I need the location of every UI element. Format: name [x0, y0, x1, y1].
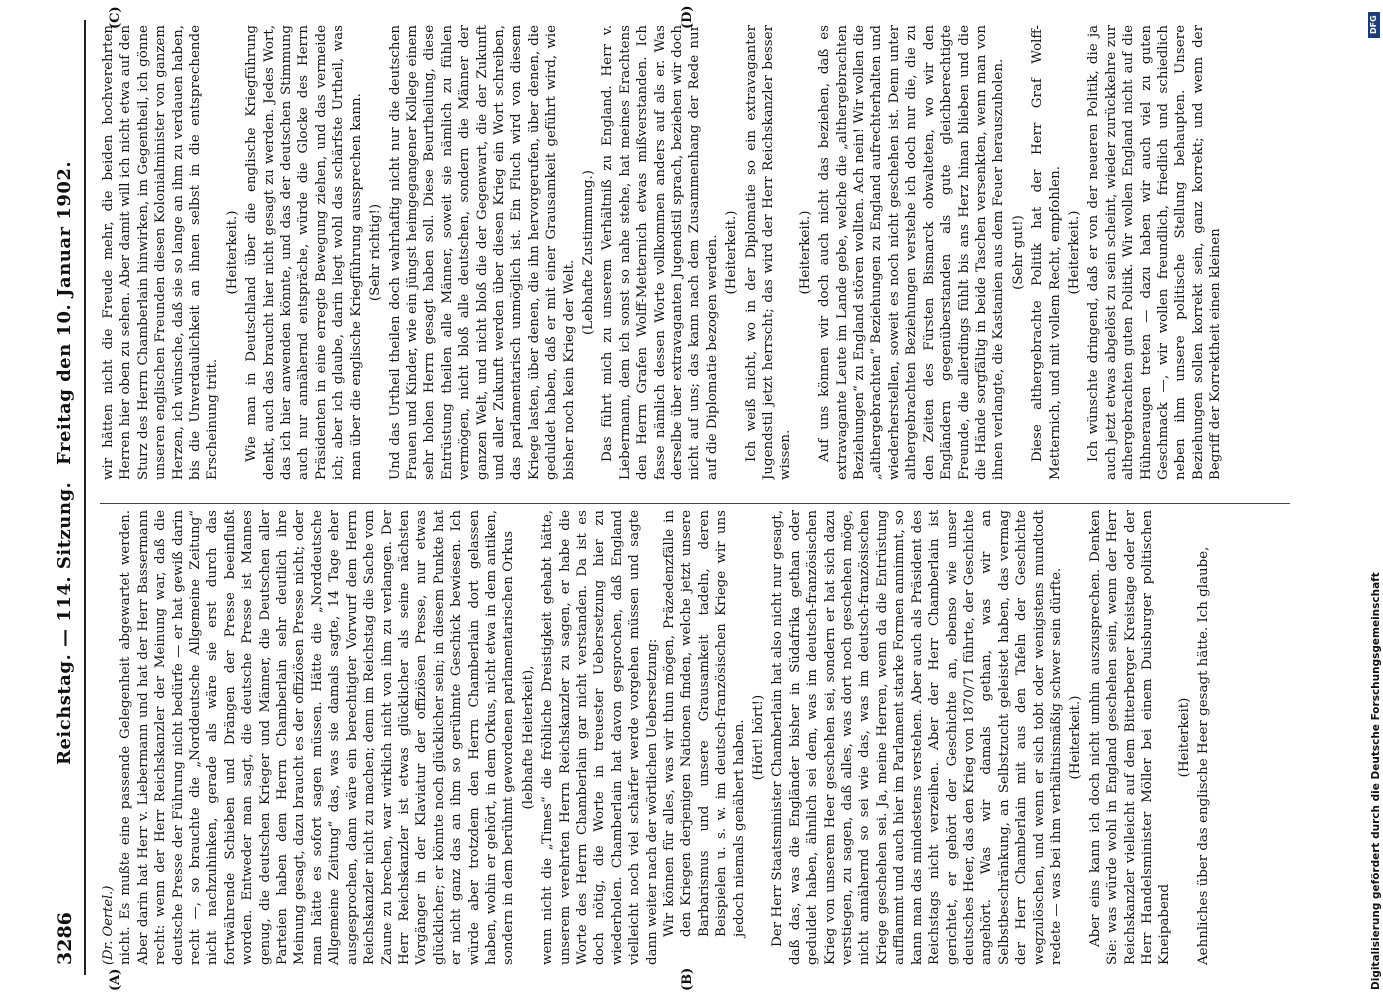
interjection: (Heiterkeit.): [1068, 695, 1084, 780]
rotated-page-content: [40, 5, 1330, 995]
digitization-credit: Digitalisierung gefördert durch die Deutsche Forschungsgemeinschaft: [1370, 572, 1382, 990]
session-title: Reichstag. — 114. Sitzung.: [54, 481, 75, 765]
paragraph: Diese althergebrachte Politik hat der Herr Graf Wolff-Metternich, und mit vollem Recht, empfohlen.: [1030, 25, 1063, 480]
left-column: [100, 510, 1300, 965]
page-number: 3286: [54, 912, 76, 965]
margin-marker-c: (C): [108, 6, 123, 29]
right-column: [100, 25, 1300, 480]
interjection: (Hört! hört!): [751, 694, 767, 781]
interjection: (Sehr richtig!): [368, 203, 384, 302]
interjection: (Lebhafte Zustimmung.): [580, 170, 596, 335]
paragraph: Auf uns können wir doch auch nicht das beziehen, daß es extravagante Leute im Lande gebe, welche die „althergebrachten Beziehungen“ zu England stören wollten. Ach nein! Wir wollen die „althergebrachten“ Beziehungen zu England aufrechterhalten und wiederherstellen, soweit es noch nicht geschehen ist. Denn unter althergebrachten Beziehungen verstehe ich doch nur die, die zu den Zeiten des Fürsten Bismarck obwalteten, wo wir den Engländern gegenüberstanden als gute gleichberechtigte Freunde, die allerdings fühlt bis ans Herz hinan blieben und die die Hände sorgfältig in beide Taschen versenkten, wenn man von ihnen verlangte, die Kastanien aus dem Feuer herauszuholen.: [817, 25, 1007, 480]
paragraph: Wie man in Deutschland über die englische Kriegführung denkt, auch das braucht hier nicht gesagt zu werden. Jedes Wort, das ich hier anwenden könnte, und das der deutschen Stimmung auch nur annähernd entspräche, würde die Glocke des Herrn Präsidenten in eine erregte Bewegung ziehen, und das vermeide ich; aber ich glaube, darin liegt wohl das schärfste Urtheil, was man über die englische Kriegführung aussprechen kann.: [244, 25, 364, 480]
header-rule: [84, 20, 86, 975]
paragraph: wenn nicht die „Times“ die fröhliche Dreistigkeit gehabt hätte, unserem verehrten Herrn Reichskanzler zu sagen, er habe die Worte des Herrn Chamberlain gar nicht verstanden. Da ist es doch nötig, die Worte in treuester Uebersetzung hier zu wiederholen. Chamberlain hat davon gesprochen, daß England vielleicht noch viel schärfer werde vorgehen müssen und sagte dann weiter nach der wörtlichen Uebersetzung:: [540, 510, 660, 965]
session-date: Freitag den 10. Januar 1902.: [54, 160, 75, 465]
interjection: (Heiterkeit): [1176, 697, 1192, 778]
interjection: (Sehr gut!): [1010, 215, 1026, 290]
paragraph: Aber eins kann ich doch nicht umhin auszusprechen. Denken Sie: was würde wohl in England geschehen sein, wenn der Herr Reichskanzler vielleicht auf dem Bitterberger Kreistage oder der Herr Handelsminister Möller bei einem Duisburger politischen Kneipabend: [1087, 510, 1173, 965]
margin-marker-a: (A): [108, 968, 123, 991]
speaker-label: (Dr. Oertel.): [101, 885, 116, 965]
interjection: (Heiterkeit.): [724, 210, 740, 295]
paragraph: Das führt mich zu unserem Verhältniß zu England. Herr v. Liebermann, dem ich sonst so nahe stehe, hat meines Erachtens den Herrn Grafen Wolff-Metternich etwas mißverstanden. Ich fasse nämlich dessen Worte vollkommen anders auf als er. Was derselbe über extravaganten Jugendstil sprach, beziehen wir doch nicht auf uns; das kann nach dem Zusammenhang der Rede nur auf die Diplomatie bezogen werden.: [600, 25, 720, 480]
interjection: (lebhafte Heiterkeit),: [520, 665, 536, 810]
quotation: Wir können für alles, was wir thun mögen, Präzedenzfälle in den Kriegen derjenigen Nationen finden, welche jetzt unsere Barbarismus und unsere Grausamkeit tadeln, deren Beispielen u. s. w. im deutsch-französischen Kriege wir uns jedoch niemals genähert haben.: [662, 510, 747, 937]
margin-marker-b: (B): [680, 967, 695, 991]
paragraph: Ich weiß nicht, wo in der Diplomatie so ein extravaganter Jugendstil jetzt herrscht; das wird der Herr Reichskanzler besser wissen.: [743, 25, 794, 480]
paragraph: Ich wünschte dringend, daß er von der neueren Politik, die ja auch jetzt etwas abgelöst zu sein scheint, wieder zurückkehre zur althergebrachten guten Politik. Wir wollen England nicht auf die Hühneraugen treten — dazu haben wir auch viel zu guten Geschmack —, wir wollen freundlich, friedlich und schiedlich neben ihm unsere politische Stellung behaupten. Unsere Beziehungen sollen korrekt sein, ganz korrekt; und wenn der Begriff der Korrektheit einen kleinen: [1086, 25, 1224, 480]
paragraph: Aehnliches über das englische Heer gesagt hätte. Ich glaube,: [1196, 546, 1212, 965]
interjection: (Heiterkeit.): [224, 210, 240, 295]
dfg-logo: DFG: [1368, 12, 1380, 38]
page-header: [40, 5, 86, 995]
paragraph: Und das Urtheil theilen doch wahrhaftig nicht nur die deutschen Frauen und Kinder, wie ein jüngst heimgegangener Kollege einem sehr hohen Herrn gesagt haben soll. Diese Beurtheilung, diese Entrüstung theilen alle Männer, soweit sie nämlich zu fühlen vermögen, nicht bloß alle deutschen, sondern die Männer der ganzen Welt, und nicht bloß die der Gegenwart, die der Zukunft und aller Zukunft werden über diesen Krieg ein Wort schreiben, das parlamentarisch unmöglich ist. Ein Fluch wird von diesem Kriege lasten, über denen, die ihn hervorgerufen, über denen, die geduldet haben, daß er mit einer Grausamkeit geführt wird, wie bisher noch kein Krieg der Welt.: [387, 25, 577, 480]
paragraph: wir hätten nicht die Freude mehr, die beiden hochverehrten Herren hier oben zu sehen. Aber damit will ich nicht etwa auf den Sturz des Herrn Chamberlain hinwirken, im Gegentheil, ich gönne unseren englischen Freunden diesen Kolonialminister von ganzem Herzen, ich wünsche, daß sie so lange an ihm zu verdauen haben, bis die Unverdaulichkeit an ihnen selbst in die entsprechende Erscheinung tritt.: [101, 25, 221, 480]
paragraph: nicht. Es mußte eine passende Gelegenheit abgewartet werden. Aber darin hat Herr v. Liebermann und hat der Herr Bassermann recht: wenn der Herr Reichskanzler der Meinung war, daß die deutsche Presse der Führung nicht bedürfe — er hat gewiß darin recht —, so brauchte die „Norddeutsche Allgemeine Zeitung“ nicht nachzuhinken, gerade als wäre sie erst durch das fortwährende Schieben und Drängen der Presse beeinflußt worden. Entweder man sagt, die deutsche Presse ist Mannes genug, die deutschen Krieger und Männer, die Deutschen aller Parteien haben dem Herrn Chamberlain sehr deutlich ihre Meinung gesagt, dazu braucht es der offiziösen Presse nicht; oder man hätte es sofort sagen müssen. Hätte die „Norddeutsche Allgemeine Zeitung“ das, was sie damals sagte, 14 Tage eher ausgesprochen, dann wäre ein berechtigter Vorwurf dem Herrn Reichskanzler nicht zu machen; denn im Reichstag die Sache vom Zaune zu brechen, war wirklich nicht von ihm zu verlangen. Der Herr Reichskanzler ist etwas glücklicher als seine nächsten Vorgänger in der Klaviatur der offiziösen Presse, nur etwas glücklicher; er könnte noch glücklicher sein; in diesem Punkte hat er nicht ganz das an ihm so gerühmte Geschick bewiesen. Ich würde aber trotzdem den Herrn Chamberlain dort gelassen haben, wohin er gehört, in dem Orkus, nicht etwa in dem antiken, sondern in dem berühmt gewordenen parlamentarischen Orkus: [118, 510, 517, 965]
interjection: (Heiterkeit.): [1066, 210, 1082, 295]
column-divider: [100, 503, 1290, 504]
interjection: (Heiterkeit.): [797, 210, 813, 295]
margin-marker-d: (D): [680, 5, 695, 29]
paragraph: Der Herr Staatsminister Chamberlain hat also nicht nur gesagt, daß das, was die Engländer bisher in Südafrika gethan oder geduldet haben, ähnlich sei dem, was im deutsch-französischen Krieg von unserem Heer geschehen sei, sondern er hat sich dazu verstiegen, zu sagen, daß alles, was dort noch geschehen möge, nicht annähernd so sei wie das, was im deutsch-französischen Kriege geschehen sei. Ja, meine Herren, wenn da die Entrüstung aufflammt und auch hier im Parlament starke Formen annimmt, so kann man das mindestens verstehen. Aber auch als Präsident des Reichstags nicht verzeihen. Aber der Herr Chamberlain ist gerichtet, er gehört der Geschichte an, ebenso wie unser deutsches Heer, das den Krieg von 1870/71 führte, der Geschichte angehört. Was wir damals gethan, was wir an Selbstbeschränkung, an Selbstzucht geleistet haben, das vermag der Herr Chamberlain mit aus den Tafeln der Geschichte wegzulöschen, und wenn er sich tobt oder wenigstens mundtodt redete — was bei ihm verhältnismäßig schwer sein dürfte.: [770, 510, 1064, 965]
